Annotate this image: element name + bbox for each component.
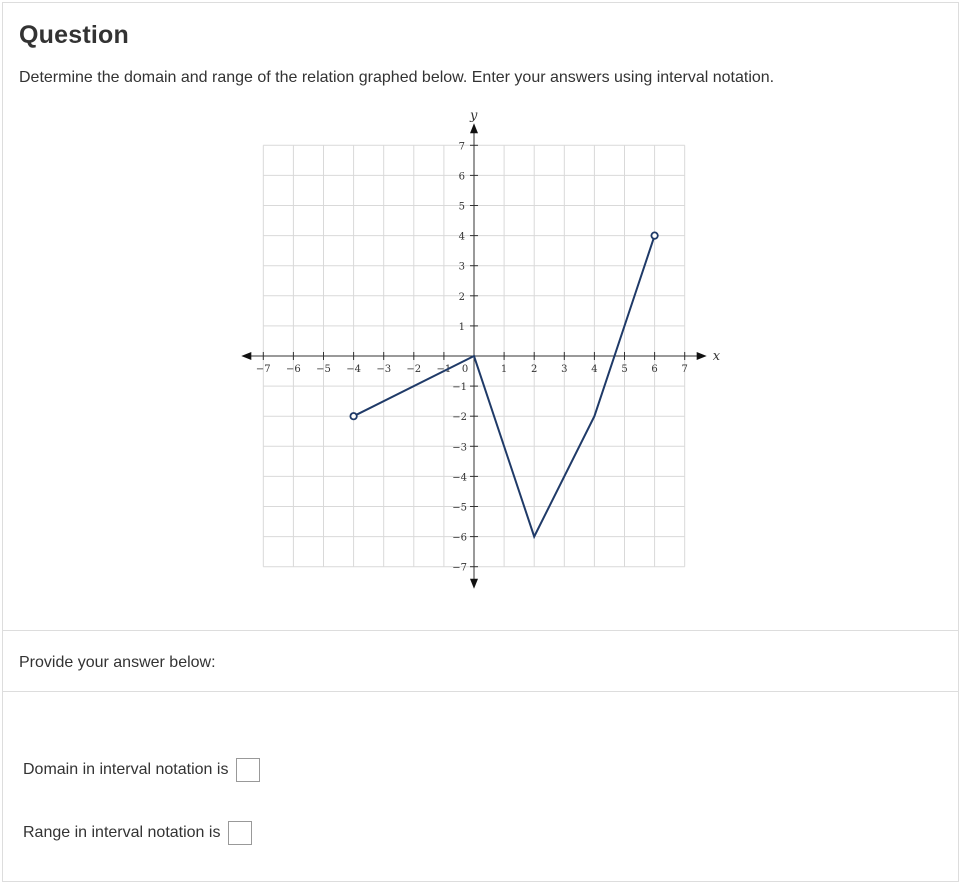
x-tick-label: −2 xyxy=(406,364,422,375)
x-tick-label: −7 xyxy=(255,364,271,375)
x-tick-label: 3 xyxy=(561,364,568,375)
x-axis-arrow-right xyxy=(697,352,707,360)
x-tick-label: 4 xyxy=(591,364,598,375)
range-input[interactable] xyxy=(228,821,252,845)
y-tick-label: 5 xyxy=(458,201,465,213)
y-tick-label: −4 xyxy=(452,472,467,484)
y-axis-label: y xyxy=(470,108,478,124)
y-tick-label: 6 xyxy=(458,171,465,183)
domain-answer-row xyxy=(23,758,260,782)
y-tick-label: 1 xyxy=(458,321,465,333)
x-tick-label: 1 xyxy=(500,364,508,375)
range-answer-row xyxy=(23,821,252,845)
x-tick-label: 7 xyxy=(681,364,688,375)
x-tick-label: 2 xyxy=(531,364,538,375)
x-tick-label: 5 xyxy=(621,364,628,375)
y-tick-label: 7 xyxy=(458,141,465,153)
y-tick-label: −6 xyxy=(452,532,467,544)
y-tick-label: −5 xyxy=(452,502,467,514)
range-label: Range in interval notation is xyxy=(23,824,221,841)
y-tick-label: −3 xyxy=(452,442,467,454)
y-tick-label: −1 xyxy=(452,382,467,394)
x-axis-arrow-left xyxy=(241,352,251,360)
question-heading: Question xyxy=(19,21,129,49)
domain-input[interactable] xyxy=(236,758,260,782)
y-tick-label: 3 xyxy=(458,261,465,273)
x-tick-label: 0 xyxy=(461,364,469,375)
x-tick-label: 6 xyxy=(651,364,658,375)
x-tick-label: −4 xyxy=(346,364,361,375)
y-axis-arrow-up xyxy=(470,123,478,133)
y-axis-arrow-down xyxy=(470,579,478,589)
open-endpoint xyxy=(350,413,356,419)
open-endpoint xyxy=(651,232,657,238)
domain-label: Domain in interval notation is xyxy=(23,761,229,778)
y-tick-label: 4 xyxy=(458,231,465,243)
x-axis-label: x xyxy=(712,349,721,364)
provide-answer-label: Provide your answer below: xyxy=(19,654,216,671)
x-tick-label: −3 xyxy=(376,364,392,375)
y-tick-label: −7 xyxy=(452,562,467,574)
y-tick-label: −2 xyxy=(452,412,467,424)
question-prompt: Determine the domain and range of the relation graphed below. Enter your answers using interval notation. xyxy=(19,69,775,86)
x-tick-label: −5 xyxy=(316,364,331,375)
x-tick-label: −6 xyxy=(286,364,301,375)
x-tick-label: −1 xyxy=(436,364,452,375)
y-tick-label: 2 xyxy=(458,291,465,303)
